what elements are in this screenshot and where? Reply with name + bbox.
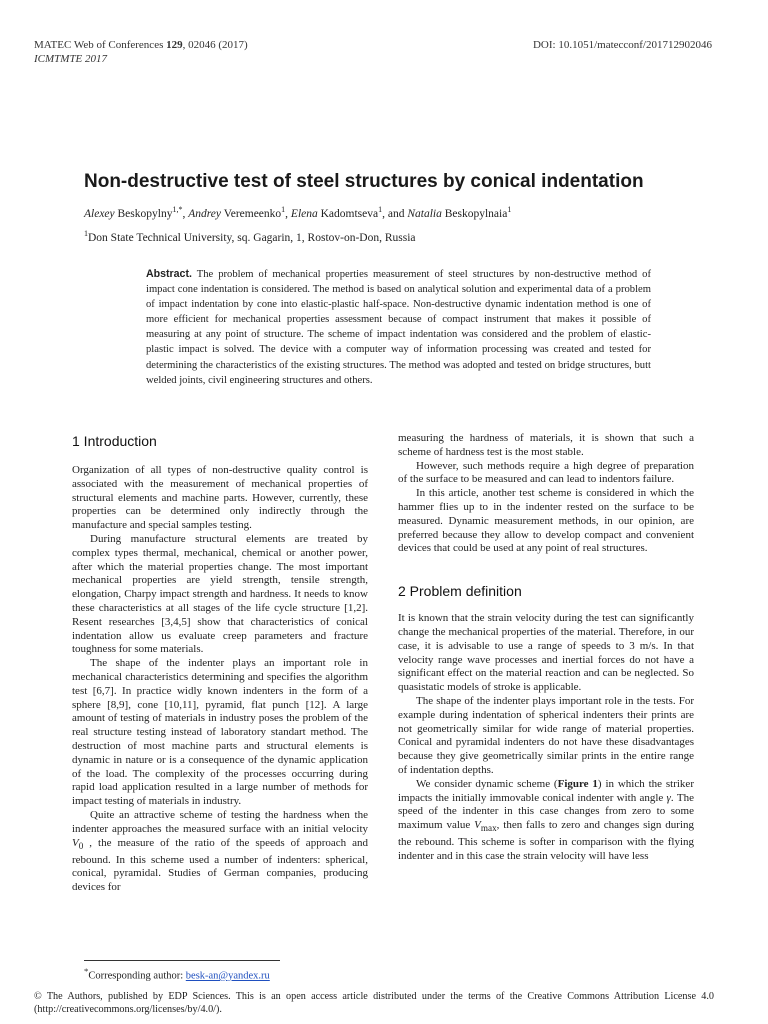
text-run: . The speed of the indenter in this case changes from zero to some maximum value (398, 791, 694, 832)
left-column (72, 432, 368, 895)
author-first-name: Andrey (188, 207, 222, 220)
affiliation (84, 229, 416, 244)
vmax-subscript: max (480, 823, 497, 834)
author-affil-mark: 1,* (172, 205, 183, 214)
vmax-symbol: V (474, 819, 481, 832)
journal-name: MATEC Web of Conferences (34, 39, 164, 51)
paragraph: The shape of the indenter plays an important role in mechanical characteristics determining and specifies the algorithm test [6,7]. In practice widly known indenters in the form of a sphere [8,9], cone [10,11], pyramid, flat punch [12]. A large amount of testing of materials in industry poses the problem of the real structure testing instead of laboratory standart method. The destruction of most machine parts and structural elements is dynamic in nature or is a consequence of the dynamic application of the load. The complexity of the processes occurring during rapid load application resulted in a large number of methods for impact testing of materials in industry. (72, 657, 368, 808)
paragraph: The shape of the indenter plays important role in the tests. For example during indentation of spherical indenters their prints are not geometrically similar for wide range of material properties. Conical and pyramidal indenters do not have these disadvantages because they give geometrically similar prints in the entire range of indentation depths. (398, 694, 694, 776)
paragraph: However, such methods require a high degree of preparation of the surface to be measured and can lead to indentors failure. (398, 459, 694, 486)
section-heading-introduction: 1 Introduction (72, 433, 157, 449)
author-last-name: Kadomtseva (320, 207, 379, 220)
abstract (146, 267, 651, 388)
paragraph: During manufacture structural elements are treated by complex types thermal, mechanical, chemical or another power, after which the material properties change. The most important mechanical properties are yield strength, tensile strength, elongation, Charpy impact strength and hardness. It needs to know these characteristics at all stages of the life cycle structure [1,2]. Resent researches [3,4,5] show that characteristics of conical indentation allow us evaluate creep parameters and fracture toughness for some materials. (72, 532, 368, 656)
paragraph: It is known that the strain velocity during the test can significantly change the mechanical properties of the material. Therefore, in our case, it is advisable to use a range of speeds to 3 m/s. In that velocity range wave processes and inertial forces do not have a significant effect on the material reaction and can be neglected. So quasistatic models of stroke is applicable. (398, 612, 694, 694)
author-last-name: Beskopylnaia (444, 207, 508, 220)
paper-title: Non-destructive test of steel structures by conical indentation (84, 170, 644, 192)
affiliation-text: Don State Technical University, sq. Gagarin, 1, Rostov-on-Don, Russia (88, 231, 416, 244)
author-first-name: Elena (290, 207, 318, 220)
author-first-name: Alexey (84, 207, 115, 220)
text-run: , the measure of the ratio of the speeds of approach and rebound. In this scheme used a number of indenters: spherical, conical, pyramidal. Studies of German companies, producing devices for (72, 836, 368, 894)
footnote-rule (84, 960, 280, 961)
velocity-subscript: 0 (78, 840, 84, 851)
footnote-mark: * (84, 966, 89, 976)
paragraph (398, 778, 694, 864)
doi-header: DOI: 10.1051/matecconf/201712902046 (532, 39, 712, 51)
gamma-symbol: γ (666, 791, 671, 804)
abstract-text: The problem of mechanical properties measurement of steel structures by non-destructive method of impact cone indentation is considered. The method is based on analytical solution and experimental data of a problem of impact indentation by cone into elastic-plastic half-space. Non-destructive dynamic indentation method is one of more efficient for mechanical properties assessment because of compact instrument that makes it possible of measuring at any point of structure. The scheme of impact indentation was considered and the problem of elastic-plastic impact is solved. The device with a computer way of information processing was created and tested for determining the characteristics of the existing structures. The method was adopted and tested on bridge structures, butt welded joints, civil engineering structures and others. (146, 269, 651, 386)
author-email-link[interactable]: besk-an@yandex.ru (185, 970, 270, 982)
author-affil-mark: 1 (507, 205, 512, 214)
paragraph: Organization of all types of non-destructive quality control is associated with the measurement of mechanical properties of structural elements and machine parts. However, currently, these properties can be determined only indirectly through the manufacture and special samples testing. (72, 464, 368, 532)
author-separator: , (182, 207, 189, 220)
author-affil-mark: 1 (378, 205, 383, 214)
conference-name: ICMTMTE 2017 (34, 53, 108, 65)
author-last-name: Beskopylny (117, 207, 173, 220)
text-run: Quite an attractive scheme of testing the hardness when the indenter approaches the measured surface with an initial velocity (72, 808, 368, 835)
figure-reference: Figure 1 (557, 777, 598, 790)
paragraph (72, 809, 368, 895)
abstract-label: Abstract. (146, 268, 192, 280)
article-number: , 02046 (2017) (182, 39, 248, 51)
license-notice: © The Authors, published by EDP Sciences. This is an open access article distributed under the terms of the Creative Commons Attribution License 4.0 (http://creativecommons.org/licenses/by/4.0/). (34, 991, 714, 1015)
text-run: ) in which the striker impacts the initially immovable conical indenter with angle (398, 777, 694, 804)
author-list (84, 205, 511, 220)
paragraph: In this article, another test scheme is considered in which the hammer flies up to in the indenter rested on the surface to be measured. Dynamic measurement methods, in our opinion, are preferred because they allow to develop compact and convenient devices that could be used at any point of real structures. (398, 487, 694, 555)
author-separator: , and (382, 207, 408, 220)
author-last-name: Veremeenko (223, 207, 282, 220)
author-separator: , (285, 207, 291, 220)
journal-volume: 129 (166, 39, 183, 51)
text-run: We consider dynamic scheme ( (416, 777, 558, 790)
velocity-symbol: V (72, 836, 79, 849)
author-affil-mark: 1 (281, 205, 286, 214)
section-heading-problem-definition: 2 Problem definition (398, 583, 522, 600)
right-column (398, 432, 694, 864)
paragraph: measuring the hardness of materials, it is shown that such a scheme of hardness test is the most stable. (398, 432, 694, 458)
footnote (84, 966, 270, 982)
text-run: , then falls to zero and changes sign during the rebound. This scheme is softer in comparison with the flying indenter and in this case the strain velocity will have less (398, 819, 694, 862)
author-first-name: Natalia (407, 207, 442, 220)
affiliation-mark: 1 (84, 229, 88, 238)
running-header (34, 38, 248, 66)
footnote-label: Corresponding author: (88, 970, 186, 982)
